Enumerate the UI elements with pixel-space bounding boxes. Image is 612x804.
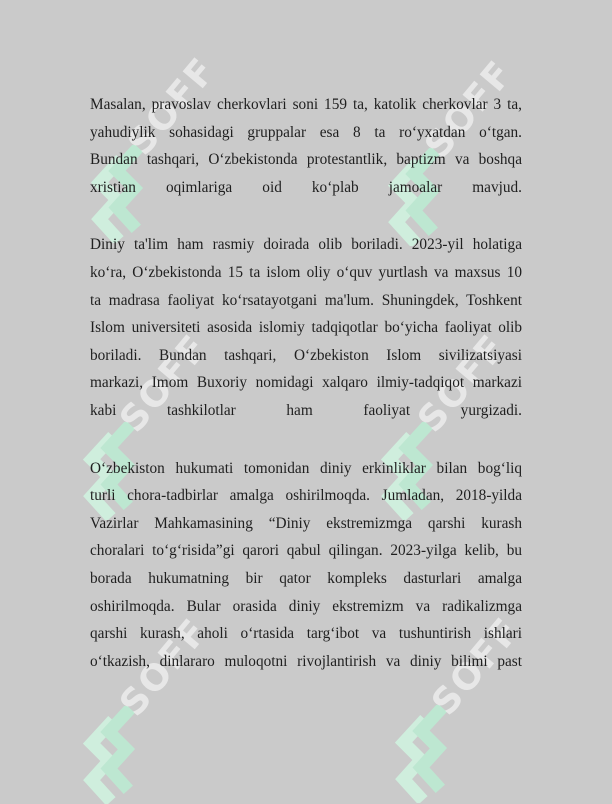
- text-line: turli chora-tadbirlar amalga oshirilmoqda. Jumladan, 2018-yilda: [90, 487, 522, 505]
- text-line: Islom universiteti asosida islomiy tadqiqotlar bo‘yicha faoliyat olib: [90, 319, 522, 337]
- text-line: yahudiylik sohasidagi gruppalar esa 8 ta ro‘yxatdan o‘tgan.: [90, 123, 522, 141]
- text-line: markazi, Imom Buxoriy nomidagi xalqaro ilmiy-tadqiqot markazi: [90, 374, 522, 392]
- soff-logo-icon: [80, 706, 138, 804]
- text-line: xristian oqimlariga oid ko‘plab jamoalar mavjud.: [90, 178, 522, 196]
- soff-logo-icon: [392, 705, 450, 803]
- paragraph-religious-communities: [90, 91, 522, 201]
- text-line: borada hukumatning bir qator kompleks dasturlari amalga: [90, 569, 522, 587]
- text-line: Bundan tashqari, O‘zbekistonda protestantlik, baptizm va boshqa: [90, 151, 522, 169]
- paragraph-government-measures: [90, 455, 522, 676]
- watermark-text: SOFF: [417, 52, 522, 167]
- watermark-text: SOFF: [424, 609, 529, 724]
- text-line: boriladi. Bundan tashqari, O‘zbekiston Islom sivilizatsiyasi: [90, 346, 522, 364]
- text-line: Diniy ta'lim ham rasmiy doirada olib boriladi. 2023-yil holatiga: [90, 236, 522, 254]
- text-line: oshirilmoqda. Bular orasida diniy ekstremizm va radikalizmga: [90, 597, 522, 615]
- paragraph-religious-education: [90, 231, 522, 424]
- watermark-text: SOFF: [112, 326, 217, 441]
- text-line: Vazirlar Mahkamasining “Diniy ekstremizmga qarshi kurash: [90, 514, 522, 532]
- text-line: qarshi kurash, aholi o‘rtasida targ‘ibot va tushuntirish ishlari: [90, 625, 522, 643]
- watermark-text: SOFF: [410, 326, 515, 441]
- text-line: ta madrasa faoliyat ko‘rsatayotgani ma'lum. Shuningdek, Toshkent: [90, 291, 522, 309]
- watermark-text: SOFF: [120, 49, 225, 164]
- text-line: ko‘ra, O‘zbekistonda 15 ta islom oliy o‘quv yurtlash va maxsus 10: [90, 263, 522, 281]
- text-line: choralari to‘g‘risida”gi qarori qabul qilingan. 2023-yilga kelib, bu: [90, 542, 522, 560]
- text-line: O‘zbekiston hukumati tomonidan diniy erkinliklar bilan bog‘liq: [90, 459, 522, 477]
- watermark-text: SOFF: [112, 610, 217, 725]
- text-line: o‘tkazish, dinlararo muloqotni rivojlantirish va diniy bilimi past: [90, 652, 522, 670]
- text-line: kabi tashkilotlar ham faoliyat yurgizadi.: [90, 401, 522, 419]
- text-line: Masalan, pravoslav cherkovlari soni 159 ta, katolik cherkovlar 3 ta,: [90, 96, 522, 113]
